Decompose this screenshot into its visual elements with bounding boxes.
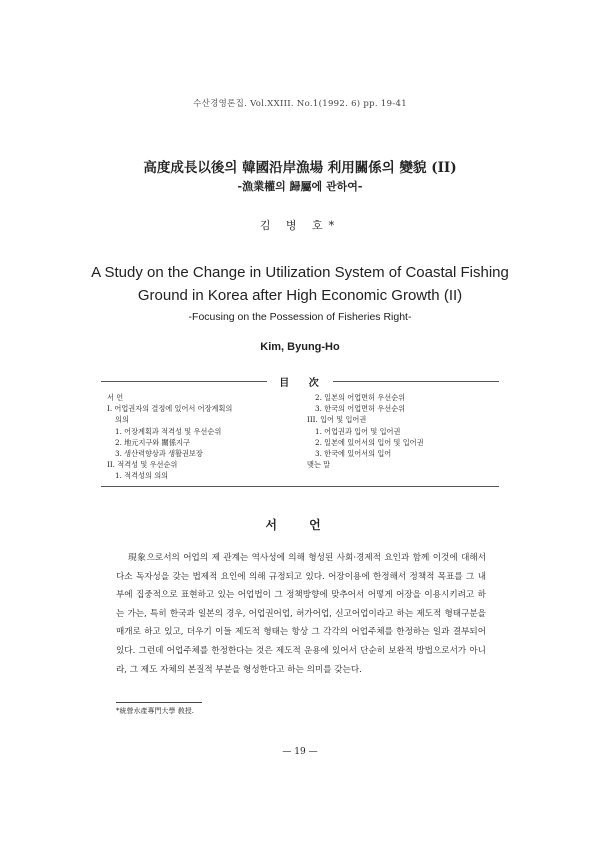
footnote-divider: [116, 702, 202, 703]
toc-item: 1. 적격성의 의의: [115, 471, 169, 481]
toc-item: II. 적격성 및 우선순위: [107, 460, 178, 470]
toc-item: I. 어업권자의 결정에 있어서 어장계획의: [107, 404, 233, 414]
english-title-line1: A Study on the Change in Utilization System of Coastal Fishing: [91, 264, 509, 281]
toc-item: 2. 일본의 어업면허 우선순위: [315, 393, 406, 402]
english-title-line2: Ground in Korea after High Economic Growth (II): [137, 287, 463, 304]
footnote: *統營水產專門大學 敎授.: [116, 707, 194, 715]
toc-item: 3. 한국에 있어서의 입어: [315, 449, 392, 459]
toc-item: 2. 일본에 있어서의 입어 및 입어권: [315, 437, 424, 447]
journal-header: 수산경영론집. Vol.XXIII. No.1(1992. 6) pp. 19-41: [193, 99, 407, 109]
body-paragraph: 現象으로서의 어업의 제 관계는 역사성에 의해 형성된 사회·경제적 요인과 함께 이것에 대해서 다소 독자성을 갖는 법제적 요인에 의해 규정되고 있다. 어장이용에 한정해서 정책적 목표를 그 내부에 집중적으로 표현하고 있는 어업법이 그 정책방향에 맞추어서 어떻게 어장을 이용시키려고 하는 가는, 특히 한국과 일본의 경우, 어업권어업, 허가어업, 신고어업이라고 하는 제도적 형태구분을 매개로 하고 있고, 더우기 이들 제도적 형태는 항상 그 각각의 어업주체를 한정하는 일과 결부되어 있다. 그런데 어업주체를 한정한다는 것은 제도적 운용에 있어서 단순히 보완적 방법으로서가 아니라, 그 제도 자체의 본질적 부분을 형성한다고 하는 의미를 갖는다.: [116, 553, 486, 675]
toc-left-column: [107, 392, 307, 482]
section-heading: 서 언: [265, 518, 335, 532]
toc-item: III. 입어 및 입어권: [307, 415, 367, 425]
korean-title: 高度成長以後의 韓國沿岸漁場 利用關係의 變貌 (II): [143, 160, 457, 176]
toc-title: 目 次: [267, 378, 332, 389]
toc-item: 맺는 말: [307, 460, 331, 470]
toc-item: 의의: [115, 415, 129, 425]
toc-item: 서 언: [107, 393, 124, 402]
korean-subtitle: -漁業權의 歸屬에 관하여-: [237, 180, 363, 193]
toc-item: 3. 생산력향상과 생활권보장: [115, 449, 203, 459]
toc-item: 1. 어장계획과 적격성 및 우선순위: [115, 426, 222, 436]
toc-item: 1. 어업권과 입어 및 입어권: [315, 426, 401, 436]
korean-author: 김 병 호*: [259, 219, 341, 232]
page-number: — 19 —: [282, 747, 318, 757]
toc-item: 2. 地元지구와 關係지구: [115, 437, 190, 447]
toc-item: 3. 한국의 어업면허 우선순위: [315, 404, 406, 414]
english-subtitle: -Focusing on the Possession of Fisheries Right-: [188, 311, 412, 323]
english-author: Kim, Byung-Ho: [260, 341, 340, 353]
toc-right-column: [307, 392, 499, 470]
table-of-contents: [101, 378, 499, 487]
